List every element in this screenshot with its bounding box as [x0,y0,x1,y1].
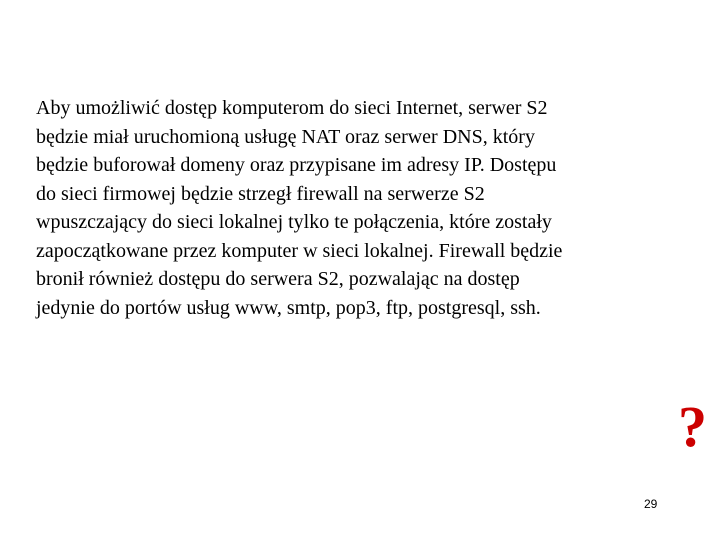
body-line: bronił również dostępu do serwera S2, pozwalając na dostęp [36,268,520,290]
body-line: będzie buforował domeny oraz przypisane im adresy IP. Dostępu [36,154,557,176]
body-line: do sieci firmowej będzie strzegł firewall na serwerze S2 [36,182,485,205]
body-line: będzie miał uruchomioną usługę NAT oraz serwer DNS, który [36,125,535,148]
question-mark-symbol: ? [678,394,707,459]
body-line: wpuszczający do sieci lokalnej tylko te połączenia, które zostały [36,211,552,233]
body-line: Aby umożliwić dostęp komputerom do sieci Internet, serwer S2 [36,97,548,119]
body-line: zapoczątkowane przez komputer w sieci lokalnej. Firewall będzie [36,239,563,262]
body-line: jedynie do portów usług www, smtp, pop3, ftp, postgresql, ssh. [36,296,541,319]
page-number: 29 [644,497,658,511]
body-paragraph [36,94,686,322]
